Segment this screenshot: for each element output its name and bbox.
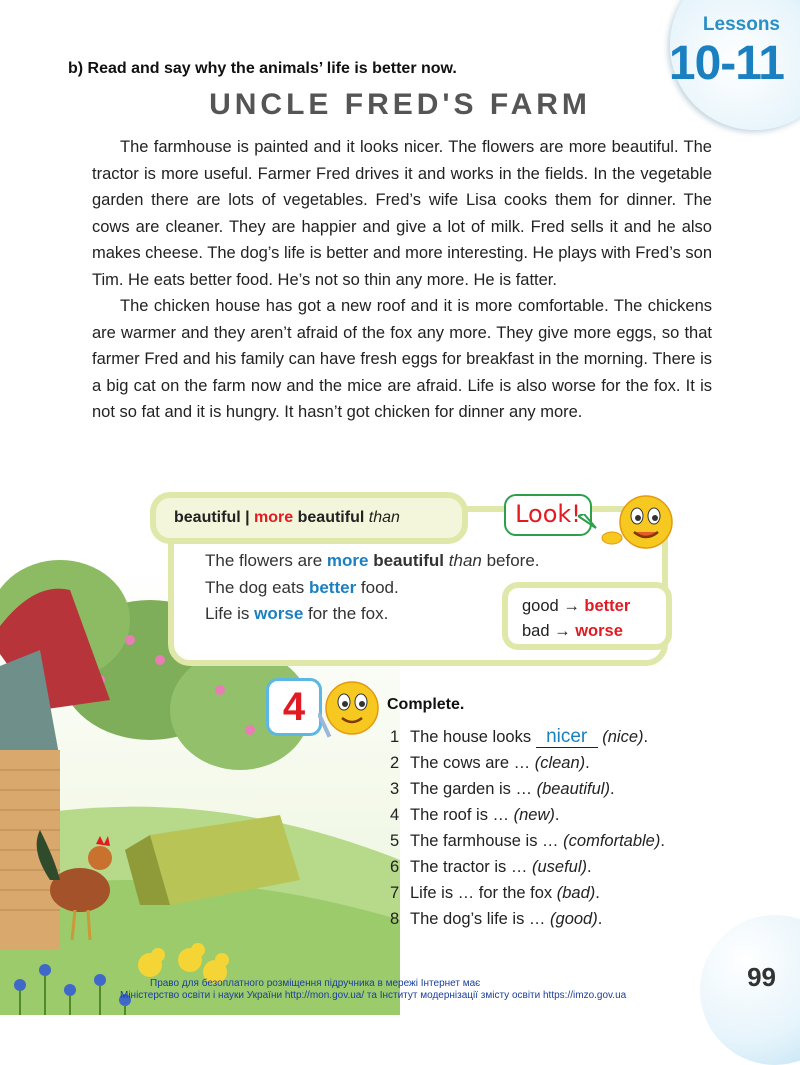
story-paragraph: The chicken house has got a new roof and it is more comfortable. The chickens are warmer and they aren’t afraid of the fox any more. They give more eggs, so that farmer Fred and his family can have fresh eggs for breakfast in the morning. There is a big cat on the farm now and the mice are afraid. Life is also worse for the fox. It is not so fat and it is hungry. It hasn’t got chicken for dinner any more. (92, 297, 712, 421)
example-text: before. (481, 551, 540, 570)
bubble-tail-icon (578, 514, 598, 530)
story-title: UNCLE FRED'S FARM (209, 88, 591, 121)
item-text: The garden is … (410, 780, 532, 798)
rule-word: beautiful (174, 509, 241, 526)
item-end: . (587, 858, 592, 876)
item-end: . (609, 780, 615, 798)
item-text: Life is … for the fox (410, 884, 553, 902)
item-end: . (660, 832, 665, 850)
item-text: The farmhouse is … (410, 832, 559, 850)
item-hint: (useful) (531, 858, 587, 876)
list-item (390, 750, 665, 776)
comparison-form: worse (575, 622, 623, 640)
item-hint: (new) (513, 806, 555, 824)
item-number: 2 (390, 754, 400, 772)
example-line (205, 575, 540, 602)
rule-separator: | (240, 509, 255, 526)
example-highlight: more (326, 551, 369, 570)
exercise-number: 4 (266, 678, 322, 736)
item-hint: (bad) (556, 884, 596, 902)
look-bubble: Look! (504, 494, 592, 536)
item-hint: (beautiful) (536, 780, 610, 798)
item-text: The dog’s life is … (410, 910, 546, 928)
item-number: 6 (390, 858, 400, 876)
story-text (92, 134, 712, 426)
item-hint: (clean) (534, 754, 586, 772)
item-number: 3 (390, 780, 400, 798)
rule-than: than (368, 509, 400, 526)
comparison-base: bad (522, 622, 550, 640)
example-text: The dog eats (205, 577, 309, 597)
list-item (390, 880, 665, 906)
example-text: Life is (205, 604, 255, 623)
item-end: . (643, 728, 649, 746)
writing-smiley-icon (318, 678, 380, 744)
example-bold: beautiful (373, 551, 445, 570)
item-number: 5 (390, 832, 400, 850)
smiley-icon (596, 494, 680, 554)
item-end: . (585, 754, 590, 772)
list-item (390, 828, 665, 854)
list-item (390, 802, 665, 828)
comparative-rule (150, 492, 468, 544)
item-hint: (good) (550, 910, 598, 928)
lesson-label: Lessons (702, 14, 780, 35)
item-number: 1 (390, 728, 400, 746)
list-item (390, 776, 665, 802)
list-item (390, 724, 665, 750)
example-line (205, 548, 540, 575)
task-instruction: b) Read and say why the animals’ life is better now. (68, 60, 457, 77)
example-highlight: worse (254, 604, 304, 623)
footer-line: Міністерство освіти і науки України http://mon.gov.ua/ та Інститут модернізації змісту освіти https://imzo.gov.ua (120, 990, 627, 1001)
comparison-row (522, 619, 666, 644)
page-number: 99 (747, 962, 776, 992)
arrow-icon: → (554, 622, 571, 640)
arrow-icon: → (563, 597, 580, 615)
exercise-title: Complete. (387, 696, 465, 713)
look-examples (205, 548, 540, 628)
comparison-form: better (584, 597, 631, 615)
story-paragraph: The farmhouse is painted and it looks nicer. The flowers are more beautiful. The tractor is more useful. Farmer Fred drives it and works in the fields. In the vegetable garden there are lots of vegetables. Fred’s wife Lisa cooks them for dinner. The cows are cleaner. They are happier and give a lot of milk. Fred sells it and he also makes cheese. The dog’s life is better and more interesting. He plays with Fred’s son Tim. He eats better food. He’s not so thin any more. He is fatter. (92, 138, 712, 289)
item-number: 7 (390, 884, 400, 902)
item-hint: (nice) (602, 728, 644, 746)
item-text: The cows are … (410, 754, 531, 772)
comparison-row (522, 594, 666, 619)
list-item (390, 854, 665, 880)
example-text: for the fox. (303, 604, 389, 623)
footer-line: Право для безоплатного розміщення підручника в мережі Інтернет має (150, 978, 481, 989)
item-text: The house looks (410, 728, 532, 746)
item-text: The roof is … (410, 806, 510, 824)
irregular-comparison-box (502, 582, 672, 650)
example-italic: than (448, 551, 482, 570)
item-end: . (554, 806, 560, 824)
item-number: 4 (390, 806, 400, 824)
item-text: The tractor is … (410, 858, 528, 876)
item-hint: (comfortable) (563, 832, 661, 850)
example-text: food. (356, 577, 399, 597)
rule-word2: beautiful (297, 509, 365, 526)
answer-blank[interactable]: nicer (536, 727, 598, 748)
example-highlight: better (308, 577, 357, 597)
rule-more: more (254, 509, 294, 526)
copyright-footer (120, 978, 720, 1002)
list-item (390, 906, 665, 932)
item-end: . (597, 910, 603, 928)
example-line (205, 601, 540, 628)
item-number: 8 (390, 910, 400, 928)
exercise-list (390, 724, 665, 932)
lesson-number: 10-11 (668, 37, 784, 90)
item-end: . (595, 884, 600, 902)
example-text: The flowers are (205, 551, 327, 570)
comparison-base: good (522, 597, 559, 615)
